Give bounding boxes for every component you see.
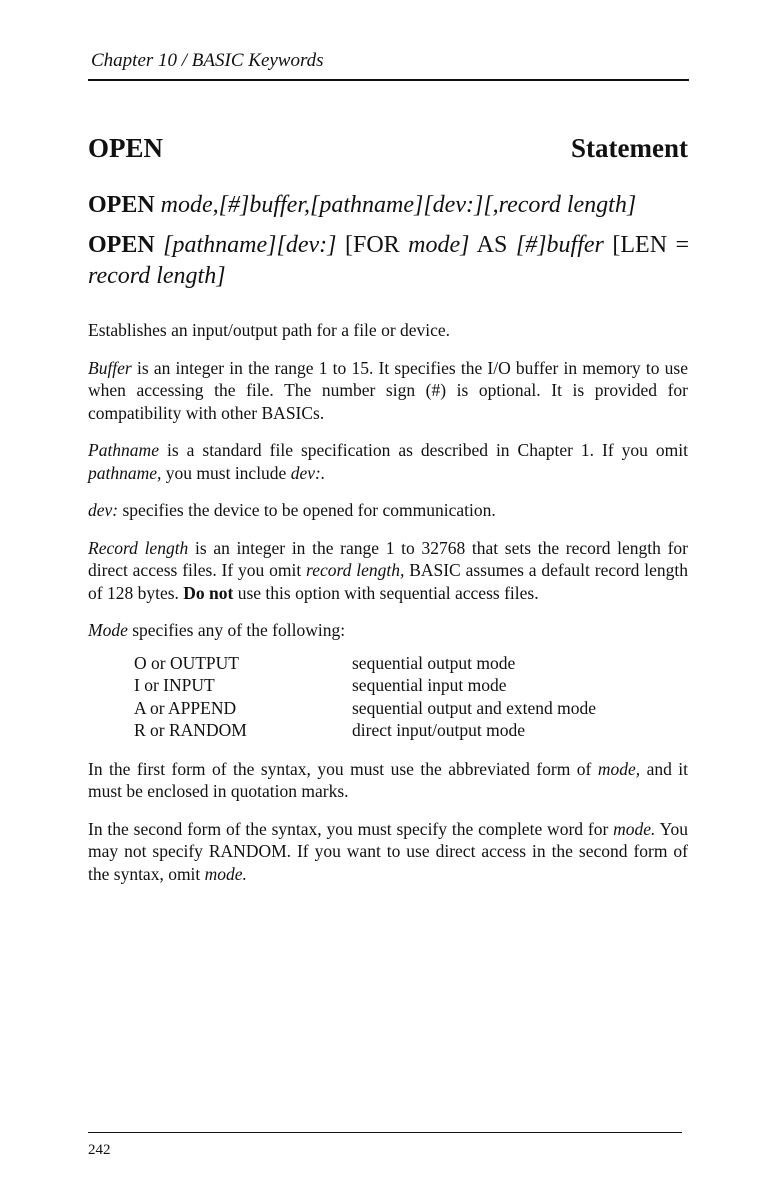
paragraph-text: is a standard file specification as described in Chapter 1. If you omit bbox=[166, 440, 688, 460]
syntax-keyword: OPEN bbox=[88, 192, 155, 218]
term: dev:. bbox=[290, 462, 326, 483]
table-row bbox=[134, 719, 596, 742]
syntax-arguments: [#]buffer bbox=[515, 232, 604, 258]
syntax-arguments: [pathname][dev:] bbox=[163, 232, 337, 258]
record-length-paragraph bbox=[88, 537, 688, 605]
term: dev: bbox=[88, 500, 119, 520]
table-row bbox=[134, 697, 596, 720]
term: Buffer bbox=[88, 357, 132, 378]
table-row bbox=[134, 674, 596, 697]
paragraph-text: specifies any of the following: bbox=[132, 620, 346, 640]
paragraph-text: is an integer in the range 1 to 15. It specifies the I/O buffer in memory to use when accessing the file. The number sign (#) is optional. It is provided for compatibility with other BASICs. bbox=[88, 357, 689, 423]
paragraph-text: use this option with sequential access files. bbox=[237, 582, 539, 603]
mode-description: direct input/output mode bbox=[352, 720, 526, 740]
syntax-form-2 bbox=[88, 230, 689, 292]
paragraph-text: In the first form of the syntax, you must use the abbreviated form of bbox=[88, 758, 592, 779]
dev-paragraph bbox=[88, 499, 688, 522]
term: record length, bbox=[306, 560, 405, 580]
paragraph-text: In the second form of the syntax, you must specify the complete word for bbox=[88, 818, 609, 839]
mode-table bbox=[134, 652, 596, 742]
paragraph-text: is an integer in the range 1 to 32768 that sets the record length for direct access files. If you omit bbox=[88, 537, 688, 580]
first-form-paragraph bbox=[88, 758, 688, 803]
mode-description: sequential output mode bbox=[352, 652, 516, 673]
mode-name: I or INPUT bbox=[134, 675, 215, 695]
footer-rule bbox=[88, 1132, 682, 1133]
term: Record length bbox=[88, 537, 189, 558]
term: mode, bbox=[597, 758, 641, 779]
mode-description: sequential output and extend mode bbox=[352, 697, 596, 718]
mode-name: O or OUTPUT bbox=[134, 652, 239, 673]
syntax-text: AS bbox=[476, 232, 508, 258]
term: Pathname bbox=[88, 440, 159, 460]
syntax-form-1 bbox=[88, 190, 689, 221]
emphasis: Do not bbox=[183, 582, 234, 603]
paragraph-text: you must include bbox=[165, 462, 287, 483]
paragraph-text: You may not specify RANDOM. If you want to use direct access in the second form of the syntax, omit bbox=[88, 818, 688, 884]
paragraph-text: BASIC assumes a default record length of 128 bytes. bbox=[88, 560, 689, 603]
mode-name: R or RANDOM bbox=[134, 720, 247, 740]
term: pathname, bbox=[88, 462, 162, 483]
syntax-keyword: OPEN bbox=[88, 232, 155, 258]
syntax-arguments: mode,[#]buffer,[pathname][dev:][,record length] bbox=[160, 192, 637, 218]
paragraph-text: specifies the device to be opened for communication. bbox=[122, 500, 496, 520]
pathname-paragraph bbox=[88, 439, 688, 484]
keyword-type: Statement bbox=[571, 133, 688, 163]
mode-name: A or APPEND bbox=[134, 697, 237, 718]
term: Mode bbox=[88, 620, 128, 640]
running-head: Chapter 10 / BASIC Keywords bbox=[91, 50, 324, 71]
syntax-arguments: mode] bbox=[408, 232, 470, 258]
intro-paragraph: Establishes an input/output path for a file or device. bbox=[88, 320, 451, 340]
term: mode. bbox=[613, 818, 656, 839]
term: mode. bbox=[204, 863, 247, 884]
syntax-text: [FOR bbox=[344, 232, 400, 258]
paragraph-text: and it must be enclosed in quotation marks. bbox=[88, 758, 689, 801]
page-number: 242 bbox=[88, 1142, 111, 1158]
mode-description: sequential input mode bbox=[352, 675, 507, 695]
table-row bbox=[134, 652, 596, 675]
second-form-paragraph bbox=[88, 818, 688, 886]
buffer-paragraph bbox=[88, 357, 688, 425]
syntax-arguments: record length] bbox=[88, 263, 226, 289]
keyword-title: OPEN bbox=[88, 133, 164, 163]
mode-paragraph bbox=[88, 619, 688, 642]
header-rule bbox=[88, 79, 689, 81]
description-body bbox=[88, 319, 688, 900]
syntax-text: [LEN = bbox=[612, 232, 690, 258]
